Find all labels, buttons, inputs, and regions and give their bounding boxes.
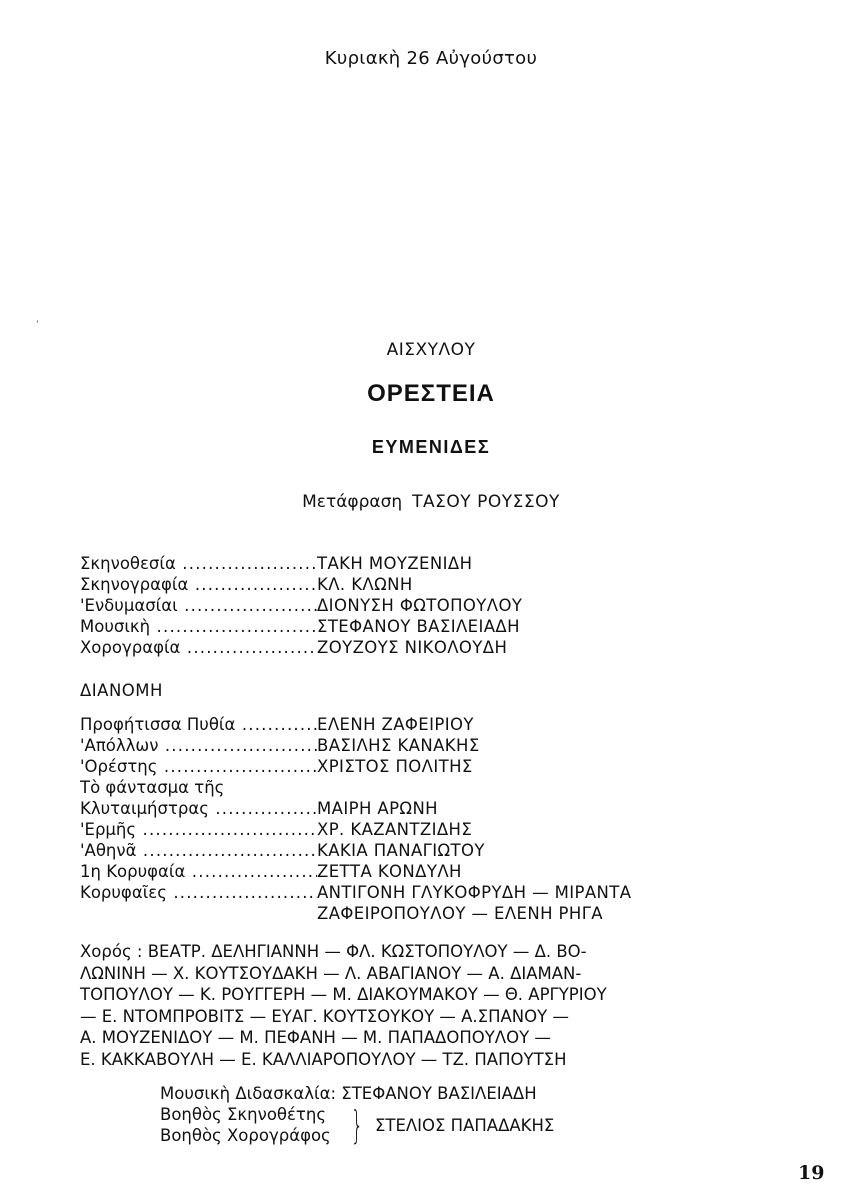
crew-role: Χορογραφία ..... xyxy=(80,637,317,658)
music-teaching-person: ΣΤΕΦΑΝΟΥ ΒΑΣΙΛΕΙΑΔΗ xyxy=(341,1084,537,1103)
cast-role: 'Απόλλων ..... xyxy=(80,735,317,756)
cast-heading: ΔΙΑΝΟΜΗ xyxy=(80,681,163,700)
cast-role xyxy=(80,903,317,924)
assistant-credit-group xyxy=(160,1104,554,1146)
crew-role: 'Ενδυμασίαι ..... xyxy=(80,595,317,616)
chorus-line: Ε. ΚΑΚΚΑΒΟΥΛΗ — Ε. ΚΑΛΛΙΑΡΟΠΟΥΛΟΥ — ΤΖ. ΠΑΠΟΥΤΣΗ xyxy=(80,1049,567,1069)
music-teaching-credit xyxy=(160,1083,554,1104)
crew-person: ΚΛ. ΚΛΩΝΗ xyxy=(317,575,413,594)
chorus-list xyxy=(80,941,700,1070)
translator-name: ΤΑΣΟΥ ΡΟΥΣΣΟΥ xyxy=(412,492,560,512)
scan-speck: ‘ xyxy=(36,320,39,330)
cast-person: ΑΝΤΙΓΟΝΗ ΓΛΥΚΟΦΡΥΔΗ — ΜΙΡΑΝΤΑ xyxy=(317,883,632,902)
cast-row xyxy=(80,882,631,903)
chorus-line: Α. ΜΟΥΖΕΝΙΔΟΥ — Μ. ΠΕΦΑΝΗ — Μ. ΠΑΠΑΔΟΠΟΥΛΟΥ — xyxy=(80,1028,551,1047)
cast-list xyxy=(80,714,631,924)
crew-role: Μουσικὴ ..... xyxy=(80,616,317,637)
translation-label: Μετάφραση xyxy=(302,492,403,512)
chorus-line: ΛΩΝΙΝΗ — Χ. ΚΟΥΤΣΟΥΔΑΚΗ — Λ. ΑΒΑΓΙΑΝΟΥ — Α. ΔΙΑΜΑΝ- xyxy=(80,963,582,983)
play-title: ΟΡΕΣΤΕΙΑ xyxy=(367,380,495,407)
chorus-line: Χορός : ΒΕΑΤΡ. ΔΕΛΗΓΙΑΝΝΗ — ΦΛ. ΚΩΣΤΟΠΟΥΛΟΥ — Δ. ΒΟ- xyxy=(80,942,587,961)
assistant-person: ΣΤΕΛΙΟΣ ΠΑΠΑΔΑΚΗΣ xyxy=(374,1115,555,1135)
crew-person: ΖΟΥΖΟΥΣ ΝΙΚΟΛΟΥΔΗ xyxy=(317,638,508,657)
cast-row xyxy=(80,735,631,756)
cast-person: ΜΑΙΡΗ ΑΡΩΝΗ xyxy=(317,799,438,818)
performance-date: Κυριακὴ 26 Αὐγούστου xyxy=(324,48,538,69)
cast-row xyxy=(80,861,631,882)
translation-credit xyxy=(0,492,862,512)
cast-role: Κλυταιμήστρας ..... xyxy=(80,798,317,819)
chorus-line: ΤΟΠΟΥΛΟΥ — Κ. ΡΟΥΓΓΕΡΗ — Μ. ΔΙΑΚΟΥΜΑΚΟΥ — Θ. ΑΡΓΥΡΙΟΥ xyxy=(80,985,607,1004)
cast-row xyxy=(80,714,631,735)
crew-person: ΣΤΕΦΑΝΟΥ ΒΑΣΙΛΕΙΑΔΗ xyxy=(317,617,520,636)
cast-person: ΕΛΕΝΗ ΖΑΦΕΙΡΙΟΥ xyxy=(317,715,474,734)
cast-role: 'Ερμῆς ..... xyxy=(80,819,317,840)
music-teaching-label: Μουσικὴ Διδασκαλία: xyxy=(160,1084,337,1103)
cast-role: Τὸ φάντασμα τῆς xyxy=(80,778,225,797)
crew-row xyxy=(80,616,522,637)
crew-row xyxy=(80,574,522,595)
play-subtitle: ΕΥΜΕΝΙΔΕΣ xyxy=(371,437,491,457)
cast-role: 'Ορέστης ..... xyxy=(80,756,317,777)
cast-person: ΖΕΤΤΑ ΚΟΝΔΥΛΗ xyxy=(317,862,462,881)
cast-row xyxy=(80,756,631,777)
cast-row xyxy=(80,840,631,861)
assistant-choreographer-label: Βοηθὸς Χορογράφος xyxy=(160,1126,331,1145)
crew-row xyxy=(80,637,522,658)
crew-role: Σκηνογραφία ..... xyxy=(80,574,317,595)
cast-role: Κορυφαῖες ..... xyxy=(80,882,317,903)
assistant-director-label: Βοηθὸς Σκηνοθέτης xyxy=(160,1105,326,1124)
crew-row xyxy=(80,595,522,616)
crew-role: Σκηνοθεσία ..... xyxy=(80,553,317,574)
cast-person: ΧΡ. ΚΑΖΑΝΤΖΙΔΗΣ xyxy=(317,820,473,839)
page-number: 19 xyxy=(798,1162,825,1184)
cast-role: 1η Κορυφαία ..... xyxy=(80,861,317,882)
assistants-credits xyxy=(160,1083,554,1146)
cast-person: ΧΡΙΣΤΟΣ ΠΟΛΙΤΗΣ xyxy=(317,757,473,776)
cast-row xyxy=(80,903,631,924)
cast-row xyxy=(80,777,631,798)
chorus-line: — Ε. ΝΤΟΜΠΡΟΒΙΤΣ — ΕΥΑΓ. ΚΟΥΤΣΟΥΚΟΥ — Α.ΣΠΑΝΟΥ — xyxy=(80,1006,569,1026)
cast-role: Προφήτισσα Πυθία ..... xyxy=(80,714,317,735)
cast-row xyxy=(80,819,631,840)
crew-person: ΔΙΟΝΥΣΗ ΦΩΤΟΠΟΥΛΟΥ xyxy=(317,596,523,615)
cast-person: ΒΑΣΙΛΗΣ ΚΑΝΑΚΗΣ xyxy=(317,736,480,755)
cast-person: ΚΑΚΙΑ ΠΑΝΑΓΙΩΤΟΥ xyxy=(317,841,485,860)
cast-row xyxy=(80,798,631,819)
crew-row xyxy=(80,553,522,574)
crew-list xyxy=(80,553,522,658)
brace-icon: } xyxy=(350,1103,363,1147)
crew-person: ΤΑΚΗ ΜΟΥΖΕΝΙΔΗ xyxy=(317,554,473,573)
play-author: ΑΙΣΧΥΛΟΥ xyxy=(386,340,476,360)
cast-person: ΖΑΦΕΙΡΟΠΟΥΛΟΥ — ΕΛΕΝΗ ΡΗΓΑ xyxy=(317,904,603,923)
cast-role: 'Αθηνᾶ ..... xyxy=(80,840,317,861)
